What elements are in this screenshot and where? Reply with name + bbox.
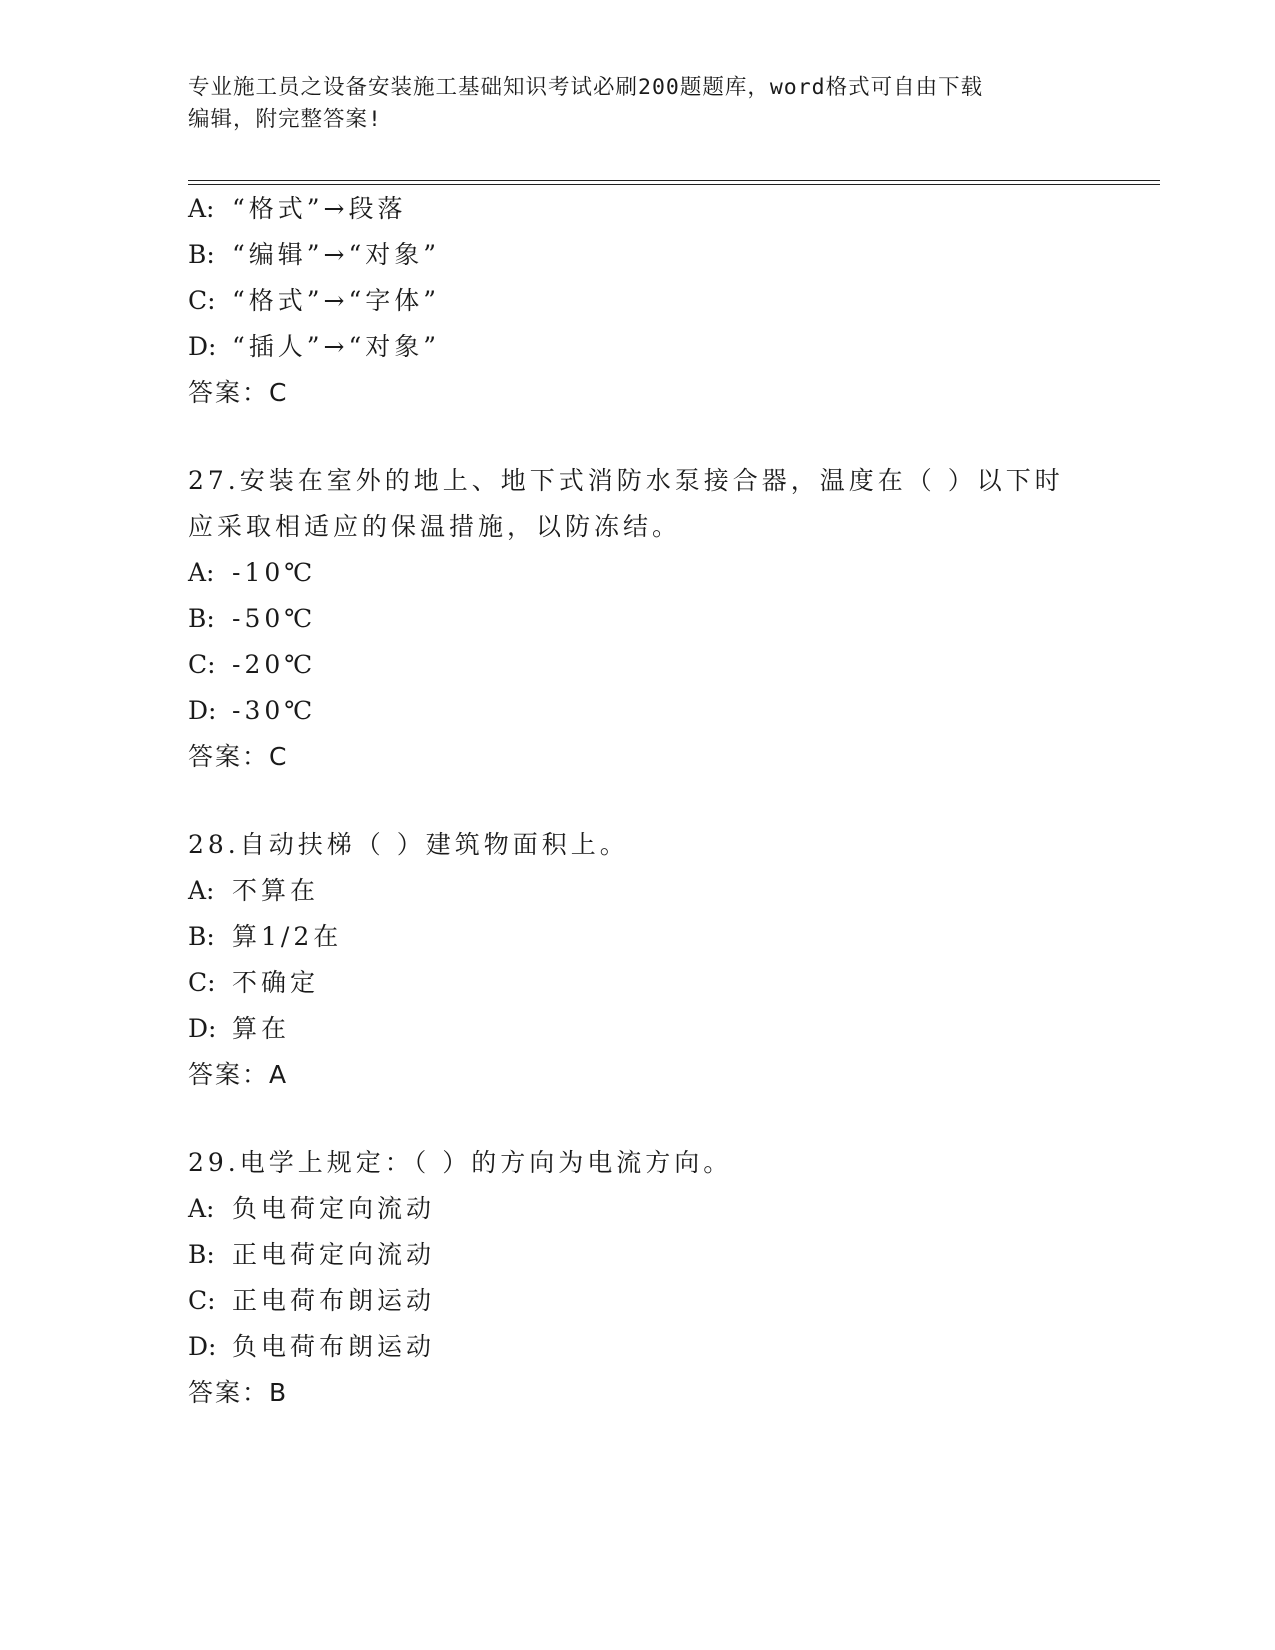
option-b [188, 232, 1088, 278]
option-label: D: [188, 332, 217, 361]
option-text: 负电荷定向流动 [232, 1194, 436, 1223]
option-c [188, 642, 1088, 688]
option-label: B: [188, 922, 215, 951]
answer: 答案：B [188, 1378, 289, 1407]
option-d [188, 1324, 1088, 1370]
header-title-line-1: 专业施工员之设备安装施工基础知识考试必刷200题题库，word格式可自由下载 [188, 75, 984, 100]
option-label: C: [188, 286, 216, 315]
option-label: C: [188, 1286, 216, 1315]
option-text: 正电荷定向流动 [232, 1240, 436, 1269]
document-header [188, 72, 1088, 136]
question-29 [188, 1140, 1088, 1416]
option-label: A: [188, 194, 215, 223]
option-label: B: [188, 1240, 215, 1269]
option-b [188, 596, 1088, 642]
option-c [188, 960, 1088, 1006]
option-label: C: [188, 650, 216, 679]
option-text: 算在 [232, 1014, 291, 1043]
option-text: -50℃ [232, 604, 317, 633]
option-text: 算1/2在 [232, 922, 343, 951]
answer: 答案：C [188, 378, 289, 407]
option-label: A: [188, 1194, 215, 1223]
question-text-line-2: 应采取相适应的保温措施，以防冻结。 [188, 512, 682, 541]
option-label: D: [188, 1332, 217, 1361]
option-label: A: [188, 876, 215, 905]
option-label: D: [188, 1014, 217, 1043]
option-d [188, 688, 1088, 734]
option-c [188, 278, 1088, 324]
header-title-line-2: 编辑，附完整答案! [188, 107, 382, 132]
option-label: C: [188, 968, 216, 997]
option-a [188, 868, 1088, 914]
header-divider-bottom [188, 184, 1160, 185]
option-text: 正电荷布朗运动 [232, 1286, 436, 1315]
option-a [188, 550, 1088, 596]
option-text: “插人”→“对象” [232, 332, 441, 361]
header-divider-top [188, 180, 1160, 181]
option-a [188, 186, 1088, 232]
option-text: -30℃ [232, 696, 317, 725]
option-text: “格式”→段落 [232, 194, 407, 223]
answer: 答案：C [188, 742, 289, 771]
question-26 [188, 186, 1088, 416]
option-text: -10℃ [232, 558, 317, 587]
option-b [188, 914, 1088, 960]
option-c [188, 1278, 1088, 1324]
option-text: “格式”→“字体” [232, 286, 441, 315]
option-label: A: [188, 558, 215, 587]
question-27 [188, 458, 1088, 780]
option-text: 不算在 [232, 876, 320, 905]
option-d [188, 1006, 1088, 1052]
question-text-line-1: 28.自动扶梯（ ）建筑物面积上。 [188, 830, 629, 859]
question-text-line-1: 27.安装在室外的地上、地下式消防水泵接合器，温度在（ ）以下时 [188, 466, 1064, 495]
option-text: -20℃ [232, 650, 317, 679]
option-label: B: [188, 604, 215, 633]
question-28 [188, 822, 1088, 1098]
question-text-line-1: 29.电学上规定：（ ）的方向为电流方向。 [188, 1148, 733, 1177]
option-label: D: [188, 696, 217, 725]
option-text: 不确定 [232, 968, 320, 997]
option-text: 负电荷布朗运动 [232, 1332, 436, 1361]
option-label: B: [188, 240, 215, 269]
option-text: “编辑”→“对象” [232, 240, 441, 269]
option-d [188, 324, 1088, 370]
option-b [188, 1232, 1088, 1278]
option-a [188, 1186, 1088, 1232]
answer: 答案：A [188, 1060, 289, 1089]
